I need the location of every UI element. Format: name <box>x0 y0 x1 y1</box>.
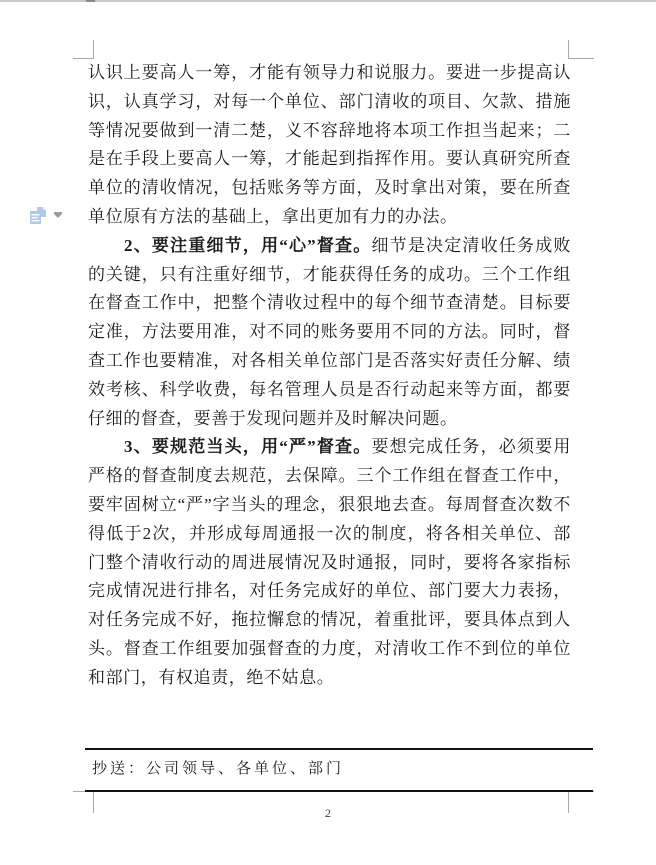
ruler-marker <box>86 0 95 2</box>
paragraph-body: 认识上要高人一筹，才能有领导力和说服力。要进一步提高认识，认真学习，对每一个单位、部门清收的项目、欠款、措施等情况要做到一清二楚，义不容辞地将本项工作担当起来；二是在手段上要高人一筹，才能起到指挥作用。要认真研究所查单位的清收情况，包括账务等方面，及时拿出对策，要在所查单位原有方法的基础上，拿出更加有力的办法。 <box>88 63 571 226</box>
margin-options-button[interactable] <box>28 205 64 229</box>
copy-to-line: 抄送：公司领导、各单位、部门 <box>92 761 345 777</box>
page-top-border <box>0 0 656 2</box>
margin-crop-mark-top-left <box>73 40 94 59</box>
margin-crop-mark-top-right <box>568 40 594 59</box>
paragraph-lead: 2、要注重细节，用“心”督查。 <box>124 235 372 255</box>
paragraph-body: 细节是决定清收任务成败的关键，只有注重好细节，才能获得任务的成功。三个工作组在督查工作中，把整个清收过程中的每个细节查清楚。目标要定准，方法要用准，对不同的账务要用不同的方法。同时，督查工作也要精准，对各相关单位部门是否落实好责任分解、绩效考核、科学收费，每名管理人员是否行动起来等方面，都要仔细的督查，要善于发现问题并及时解决问题。 <box>88 235 571 428</box>
record-block-divider-top <box>85 748 593 750</box>
paragraph-body: 要想完成任务，必须要用严格的督查制度去规范，去保障。三个工作组在督查工作中，要牢固树立“严”字当头的理念，狠狠地去查。每周督查次数不得低于2次，并形成每周通报一次的制度，将各相关单位、部门整个清收行动的周进展情况及时通报，同时，要将各家指标完成情况进行排名，对任务完成好的单位、部门要大力表扬，对任务完成不好，拖拉懈怠的情况，着重批评，要具体点到人头。督查工作组要加强督查的力度，对清收工作不到位的单位和部门，有权追责，绝不姑息。 <box>88 437 571 687</box>
paragraph <box>88 59 571 232</box>
record-block-divider-bottom <box>85 790 593 792</box>
document-body <box>88 59 571 693</box>
paragraph <box>88 433 571 692</box>
paragraph-lead: 3、要规范当头，用“严”督查。 <box>124 437 372 457</box>
page-number: 2 <box>325 806 331 820</box>
paragraph <box>88 232 571 434</box>
chevron-down-icon[interactable] <box>54 214 62 218</box>
